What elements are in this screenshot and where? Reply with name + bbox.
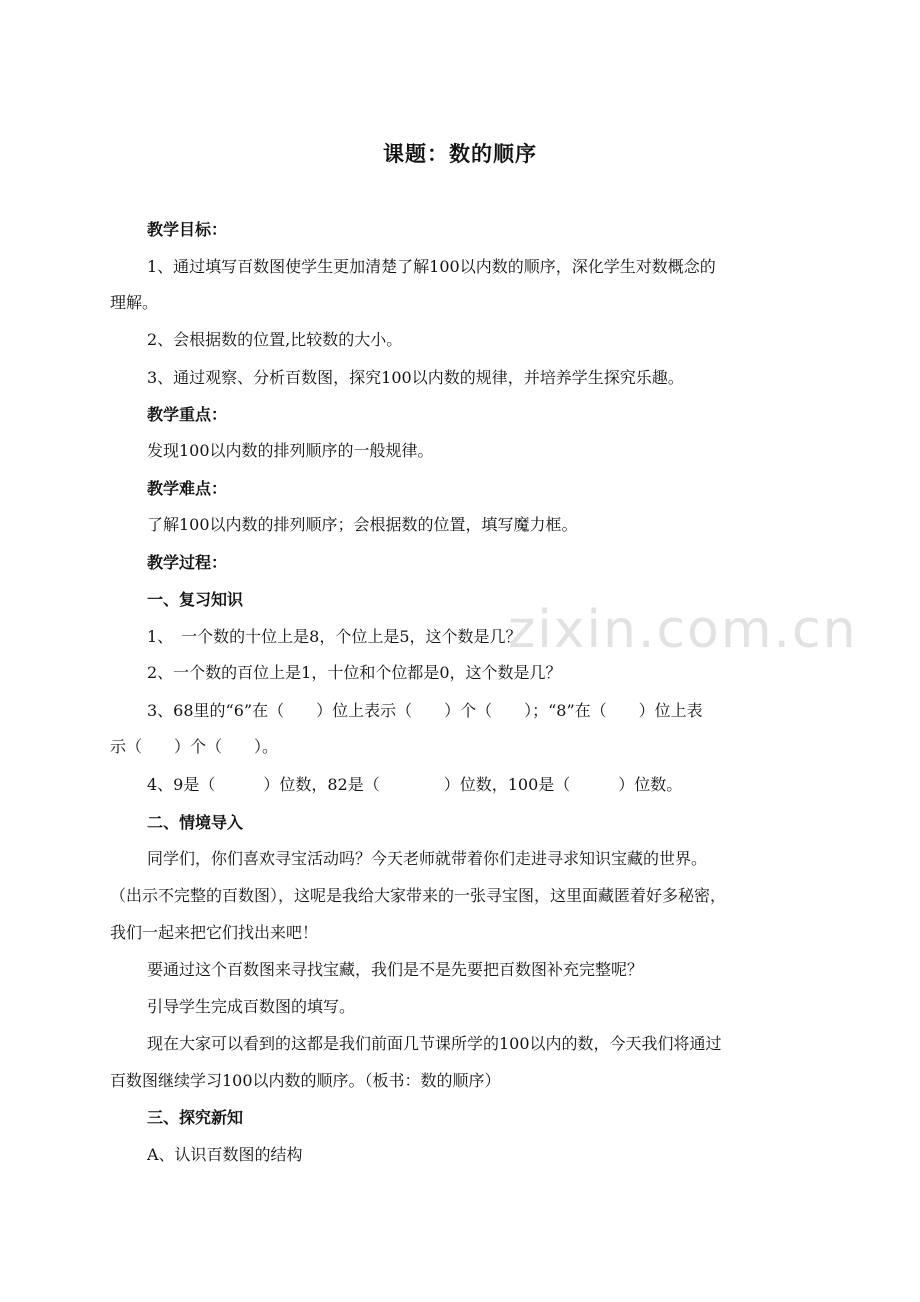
objective-1-cont: 理解。 <box>110 293 159 312</box>
scenario-para-3: 引导学生完成百数图的填写。 <box>147 997 356 1016</box>
scenario-para-1-cont: （出示不完整的百数图），这呢是我给大家带来的一张寻宝图，这里面藏匿着好多秘密， <box>110 886 727 905</box>
review-q4: 4、9是（ ）位数，82是（ ）位数，100是（ ）位数。 <box>147 775 683 794</box>
objective-3: 3、通过观察、分析百数图，探究100以内数的规律，并培养学生探究乐趣。 <box>147 368 684 387</box>
scenario-para-4: 现在大家可以看到的这都是我们前面几节课所学的100以内的数，今天我们将通过 <box>147 1034 722 1053</box>
section-review: 一、复习知识 <box>147 590 244 609</box>
objective-2: 2、会根据数的位置,比较数的大小。 <box>147 330 403 349</box>
difficulty-text: 了解100以内数的排列顺序；会根据数的位置，填写魔力框。 <box>147 515 578 534</box>
scenario-para-4-cont: 百数图继续学习100以内数的顺序。（板书：数的顺序） <box>110 1071 501 1090</box>
explore-a: A、认识百数图的结构 <box>147 1145 303 1164</box>
watermark: zixin.com.cn <box>508 600 858 660</box>
review-q3-cont: 示（ ）个（ ）。 <box>110 737 279 756</box>
page-title: 课题：数的顺序 <box>383 142 537 166</box>
review-q1: 1、 一个数的十位上是8，个位上是5，这个数是几？ <box>147 627 522 646</box>
scenario-para-1-end: 我们一起来把它们找出来吧！ <box>110 923 319 942</box>
review-q3: 3、68里的“6”在（ ）位上表示（ ）个（ ）；“8”在（ ）位上表 <box>147 701 703 720</box>
review-q2: 2、一个数的百位上是1，十位和个位都是0，这个数是几？ <box>147 663 562 682</box>
section-explore: 三、探究新知 <box>147 1108 244 1127</box>
heading-difficulty: 教学难点： <box>147 479 228 498</box>
heading-key-points: 教学重点： <box>147 405 228 424</box>
key-point-text: 发现100以内数的排列顺序的一般规律。 <box>147 441 434 460</box>
scenario-para-2: 要通过这个百数图来寻找宝藏，我们是不是先要把百数图补充完整呢？ <box>147 960 644 979</box>
scenario-para-1: 同学们，你们喜欢寻宝活动吗？今天老师就带着你们走进寻求知识宝藏的世界。 <box>147 849 708 868</box>
heading-process: 教学过程： <box>147 553 228 572</box>
objective-1: 1、通过填写百数图使学生更加清楚了解100以内数的顺序，深化学生对数概念的 <box>147 257 716 276</box>
heading-objectives: 教学目标： <box>147 220 228 239</box>
section-scenario: 二、情境导入 <box>147 813 244 832</box>
